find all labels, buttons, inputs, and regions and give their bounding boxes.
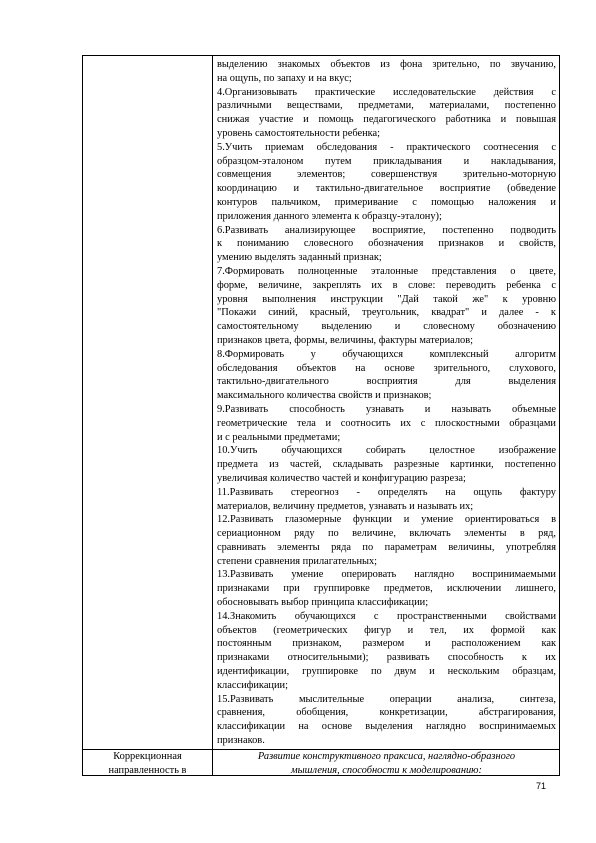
left-cell-heading xyxy=(83,750,212,778)
text-line: уровень самостоятельности ребенка; xyxy=(217,127,381,139)
text-line: 8.Формировать у обучающихся комплексный алгоритм xyxy=(217,348,556,360)
text-line: контуров пальчиком, примеривание с помощью наложения и xyxy=(217,196,556,208)
text-line: 11.Развивать стереогноз - определять на ощупь фактуру xyxy=(217,486,556,498)
text-line: различными веществами, предметами, материалами, постепенно xyxy=(217,100,556,112)
right-cell-heading xyxy=(213,750,560,778)
text-line: снижая участие и помощь педагогического работника и повышая xyxy=(217,114,556,126)
right-cell-line: мышления, способности к моделированию: xyxy=(291,764,482,776)
task-list xyxy=(217,58,556,748)
text-line: признаков. xyxy=(217,735,265,747)
text-line: 7.Формировать полноценные эталонные представления о цвете, xyxy=(217,265,556,277)
text-line: совмещения элементов; совершенствуя зрительно-моторную xyxy=(217,169,556,181)
text-line: 5.Учить приемам обследования - практического соотнесения с xyxy=(217,141,556,153)
text-line: сравнения, обобщения, конкретизации, абстрагирования, xyxy=(217,707,556,719)
text-line: классификации на основе выделения наглядно воспринимаемых xyxy=(217,721,556,733)
text-line: 4.Организовывать практические исследовательские действия с xyxy=(217,86,556,98)
text-line: максимального количества свойств и признаков; xyxy=(217,390,432,402)
text-line: образцом-эталоном путем прикладывания и накладывания, xyxy=(217,155,556,167)
right-cell-line: Развитие конструктивного праксиса, наглядно-образного xyxy=(257,751,516,762)
text-line: на ощупь, по запаху и на вкус; xyxy=(217,72,352,84)
text-line: уровня выполнения инструкции "Дай такой же" к уровню xyxy=(217,293,556,305)
text-line: умению выделять заданный признак; xyxy=(217,252,382,264)
text-line: объектов (геометрических фигур и тел, их формой как xyxy=(217,624,556,636)
text-line: идентификации, группировке по двум и нескольким образцам, xyxy=(217,666,556,678)
text-line: степени сравнения прилагательных; xyxy=(217,555,378,567)
text-line: приложения данного элемента к образцу-эталону); xyxy=(217,210,442,222)
text-line: сериационном ряду по величине, включать элементы в ряд, xyxy=(217,528,556,540)
text-line: обосновывать выбор принципа классификации; xyxy=(217,597,429,609)
text-line: признаками относительными); развивать способность к их xyxy=(217,652,556,664)
text-line: 14.Знакомить обучающихся с пространственными свойствами xyxy=(217,610,556,622)
left-cell-line: Коррекционная xyxy=(113,751,182,762)
text-line: к пониманию словесного обозначения признаков и свойств, xyxy=(217,238,556,250)
text-line: 6.Развивать анализирующее восприятие, постепенно подводить xyxy=(217,224,556,236)
page-number: 71 xyxy=(536,781,547,791)
text-line: выделению знакомых объектов из фона зрительно, по звучанию, xyxy=(217,59,556,70)
text-line: геометрические тела и соотносить их с плоскостными образцами xyxy=(217,417,556,429)
text-line: 13.Развивать умение оперировать наглядно воспринимаемыми xyxy=(217,569,556,581)
text-line: форме, величине, закреплять их в слове: переводить ребенка с xyxy=(217,279,556,291)
text-line: постоянным признаком, размером и расположением как xyxy=(217,638,556,650)
text-line: увеличивая количество частей и конфигурацию разреза; xyxy=(217,472,466,484)
text-line: самостоятельному выделению и словесному обозначению xyxy=(217,321,556,333)
text-line: тактильно-двигательного восприятия для выделения xyxy=(217,376,556,388)
text-line: материалов, величину предметов, узнавать и называть их; xyxy=(217,500,474,512)
text-line: "Покажи синий, красный, треугольник, квадрат" и далее - к xyxy=(217,307,556,319)
content-table xyxy=(82,55,560,776)
text-line: предмета из частей, складывать разрезные картинки, постепенно xyxy=(217,459,556,471)
text-line: 10.Учить обучающихся собирать целостное изображение xyxy=(217,445,556,457)
text-line: координацию и тактильно-двигательное восприятие (обведение xyxy=(217,183,556,195)
text-line: сравнивать элементы ряда по параметрам величины, употребляя xyxy=(217,541,556,553)
text-line: классификации; xyxy=(217,679,288,691)
text-line: признаков цвета, формы, величины, фактуры материалов; xyxy=(217,334,474,346)
left-cell-line: направленность в xyxy=(108,764,187,776)
text-line: 9.Развивать способность узнавать и называть объемные xyxy=(217,403,556,415)
text-line: признаками при группировке предметов, исключении лишнего, xyxy=(217,583,556,595)
text-line: 12.Развивать глазомерные функции и умение ориентироваться в xyxy=(217,514,556,526)
text-line: 15.Развивать мыслительные операции анализа, синтеза, xyxy=(217,693,556,705)
text-line: обследования объектов на основе зрительного, слухового, xyxy=(217,362,556,374)
column-divider xyxy=(212,56,213,775)
text-line: и с реальными предметами; xyxy=(217,431,341,443)
